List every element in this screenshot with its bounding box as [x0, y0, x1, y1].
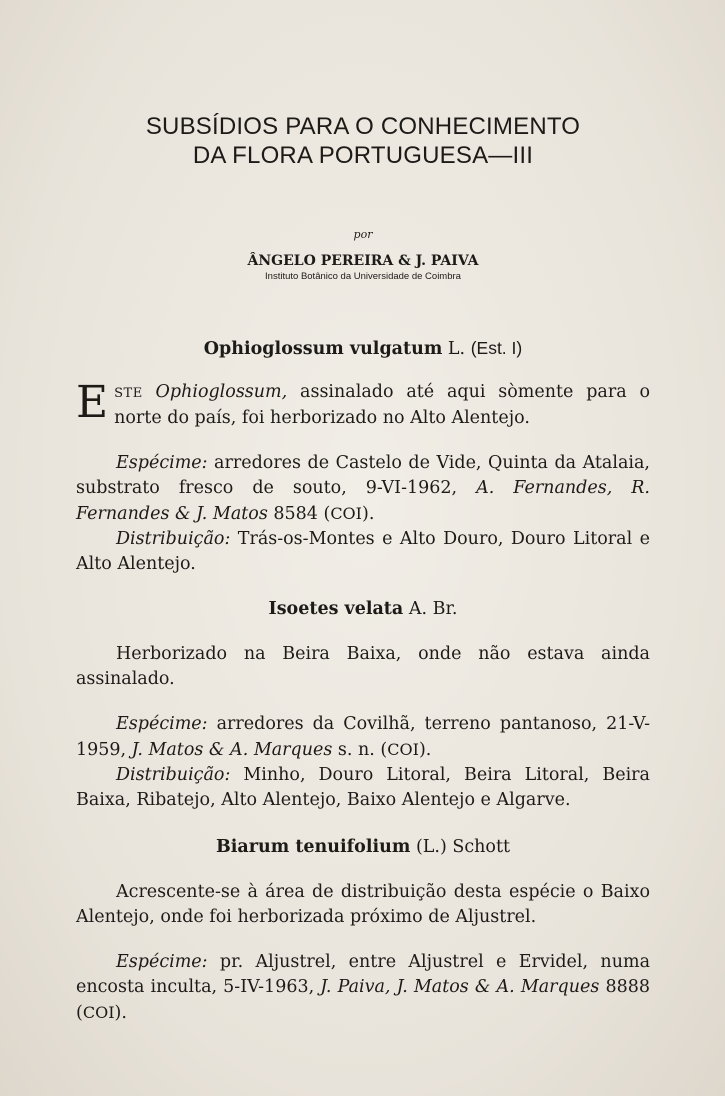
species-author: L.	[447, 339, 466, 359]
species-intro-1	[76, 377, 650, 431]
specimen-label: Espécime:	[116, 714, 208, 734]
species-name: Ophioglossum vulgatum	[203, 339, 443, 359]
distribution-label: Distribuição:	[116, 765, 231, 785]
specimen-text: pr. Aljustrel, entre Aljustrel e Ervidel, numa encosta inculta, 5-IV-1963,	[76, 952, 650, 997]
species-intro-3: Acrescente-se à área de distribuição desta espécie o Baixo Alentejo, onde foi herborizada próximo de Aljustrel.	[76, 882, 650, 927]
distribution-text: Trás-os-Montes e Alto Douro, Douro Litoral e Alto Alentejo.	[76, 529, 650, 574]
specimen-close: ).	[418, 740, 432, 760]
specimen-number: 8584 (	[267, 504, 331, 524]
plate-reference: (Est. I)	[470, 338, 523, 358]
intro-text: assinalado até aqui sòmente para o norte do país, foi herborizado no Alto Alentejo.	[114, 382, 650, 428]
intro-smallcaps: STE	[114, 386, 143, 401]
distribution-1	[76, 527, 650, 577]
species-heading-1	[76, 336, 650, 362]
species-intro-2: Herborizado na Beira Baixa, onde não estava ainda assinalado.	[76, 644, 650, 689]
species-heading-3	[76, 835, 650, 860]
authors: ÂNGELO PEREIRA & J. PAIVA	[247, 253, 479, 269]
specimen-number: s. n. (	[332, 740, 388, 760]
herbarium-code: COI	[330, 504, 362, 523]
species-name: Biarum tenuifolium	[215, 837, 411, 857]
species-author: A. Br.	[408, 599, 458, 619]
specimen-collectors: A. Fernandes, R. Fernandes & J. Matos	[76, 478, 650, 524]
specimen-close: ).	[362, 504, 375, 524]
distribution-label: Distribuição:	[116, 529, 231, 549]
institute: Instituto Botânico da Universidade de Coimbra	[265, 271, 461, 282]
specimen-collectors: J. Paiva, J. Matos & A. Marques	[320, 977, 600, 997]
specimen-close: ).	[114, 1003, 127, 1023]
specimen-collectors: J. Matos & A. Marques	[131, 740, 333, 760]
specimen-text: arredores da Covilhã, terreno pantanoso, 21-V-1959,	[76, 714, 650, 760]
specimen-label: Espécime:	[116, 453, 208, 473]
herbarium-code: COI	[82, 1003, 115, 1022]
species-heading-2	[76, 597, 650, 622]
specimen-label: Espécime:	[116, 952, 208, 972]
species-author: (L.) Schott	[415, 837, 511, 857]
specimen-text: arredores de Castelo de Vide, Quinta da Atalaia, substrato fresco de souto, 9-VI-1962,	[76, 453, 650, 498]
specimen-2	[76, 712, 650, 763]
herbarium-code: COI	[387, 740, 419, 759]
title-line-1: SUBSÍDIOS PARA O CONHECIMENTO	[145, 113, 581, 140]
drop-cap: E	[76, 377, 109, 428]
title-line-2: DA FLORA PORTUGUESA—III	[192, 142, 534, 169]
specimen-1	[76, 451, 650, 527]
byline: por	[353, 228, 373, 241]
specimen-3	[76, 950, 650, 1026]
article-title	[76, 112, 650, 170]
distribution-2	[76, 763, 650, 813]
article-body	[76, 112, 650, 1026]
specimen-number: 8888 (	[76, 977, 650, 1023]
intro-genus: Ophioglossum,	[155, 382, 288, 402]
distribution-text: Minho, Douro Litoral, Beira Litoral, Beira Baixa, Ribatejo, Alto Alentejo, Baixo Alentejo e Algarve.	[76, 765, 650, 810]
species-name: Isoetes velata	[268, 599, 404, 619]
